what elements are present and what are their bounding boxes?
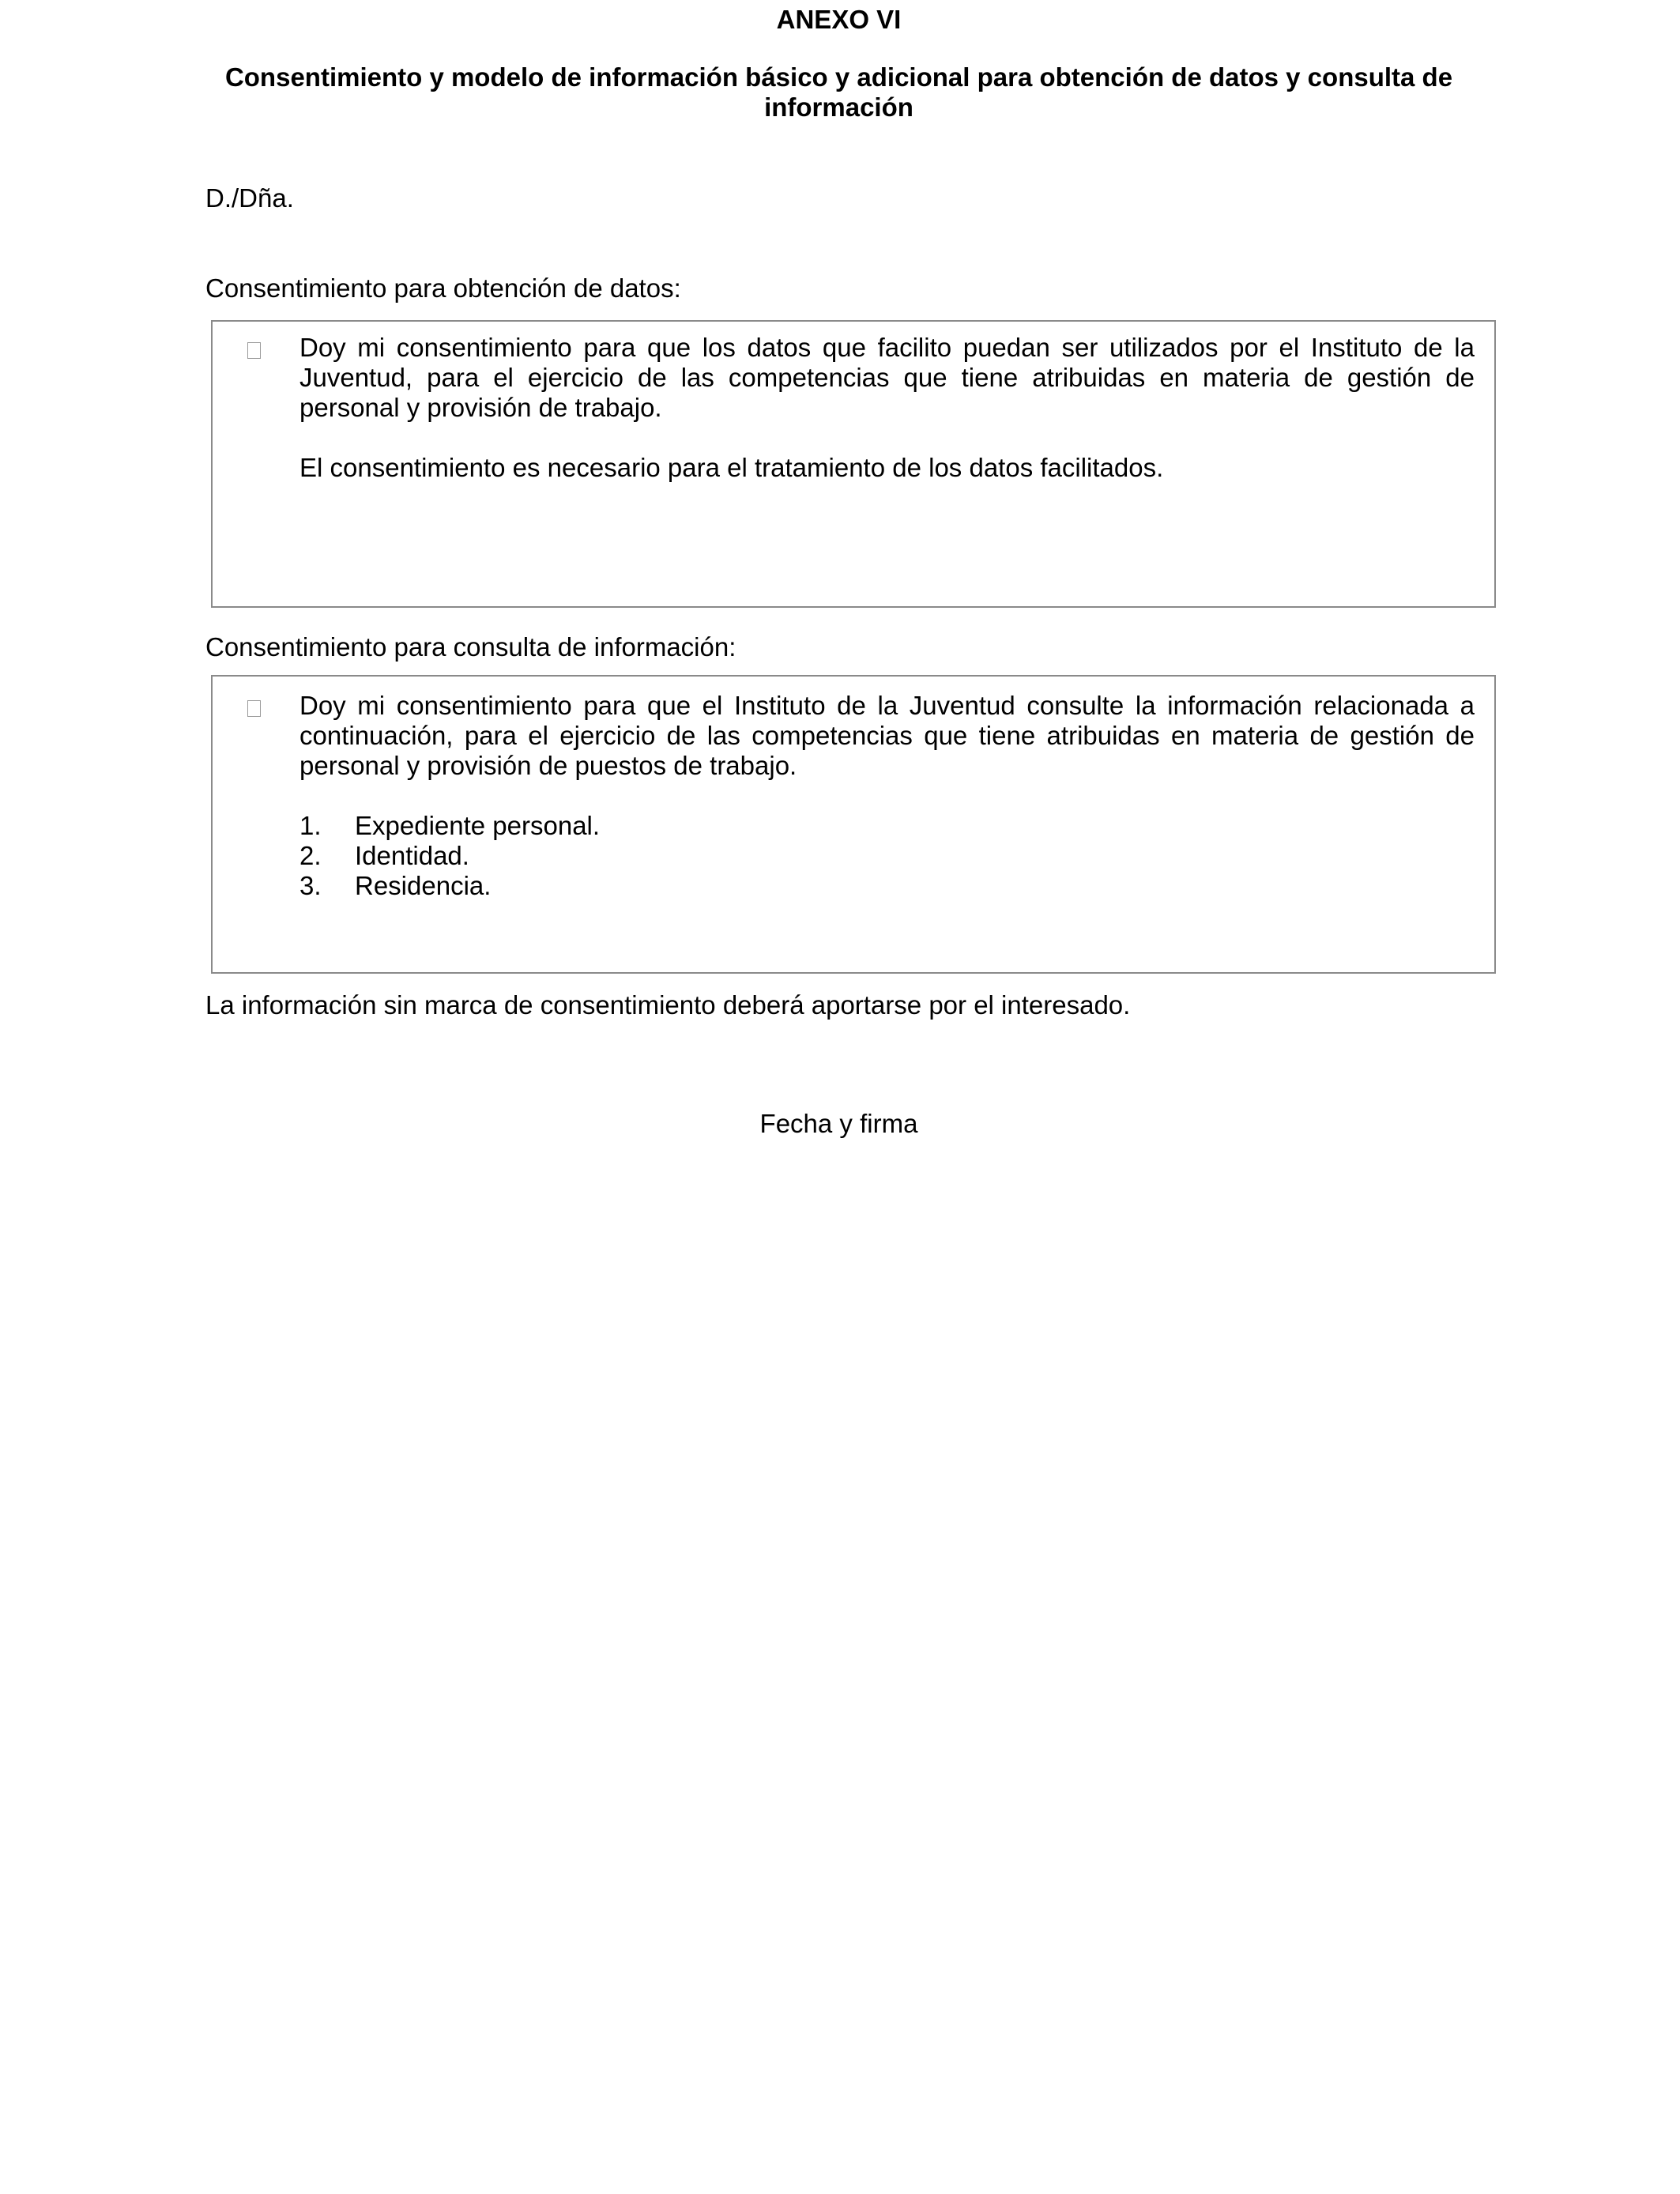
data-consent-heading: Consentimiento para obtención de datos: [205, 273, 681, 303]
applicant-name-label: D./Dña. [205, 183, 294, 213]
list-item-label: Identidad. [355, 841, 469, 870]
list-item-label: Residencia. [355, 871, 492, 900]
list-item-number: 2. [299, 841, 322, 870]
data-consent-checkbox[interactable] [247, 342, 261, 359]
list-item-number: 1. [299, 811, 322, 840]
data-consent-text: Doy mi consentimiento para que los datos que facilito puedan ser utilizados por el Instituto de la Juventud, para el ejercicio de las competencias que tiene atribuidas en materia de gestión de personal y provisión de trabajo. [299, 333, 1475, 422]
annex-title: ANEXO VI [776, 5, 902, 34]
list-item-number: 3. [299, 871, 322, 900]
list-item-label: Expediente personal. [355, 811, 601, 840]
info-consent-box [211, 675, 1496, 974]
document-title: Consentimiento y modelo de información básico y adicional para obtención de datos y consulta de información [224, 62, 1453, 122]
info-consent-text: Doy mi consentimiento para que el Instituto de la Juventud consulte la información relacionada a continuación, para el ejercicio de las competencias que tiene atribuidas en materia de gestión de personal y provisión de puestos de trabajo. [299, 691, 1475, 780]
footer-note: La información sin marca de consentimiento deberá aportarse por el interesado. [205, 990, 1131, 1020]
data-consent-box [211, 320, 1496, 608]
signature-date-label: Fecha y firma [759, 1109, 918, 1138]
info-consent-heading: Consentimiento para consulta de información: [205, 632, 736, 662]
data-consent-note: El consentimiento es necesario para el tratamiento de los datos facilitados. [299, 453, 1164, 482]
info-consent-checkbox[interactable] [247, 700, 261, 717]
